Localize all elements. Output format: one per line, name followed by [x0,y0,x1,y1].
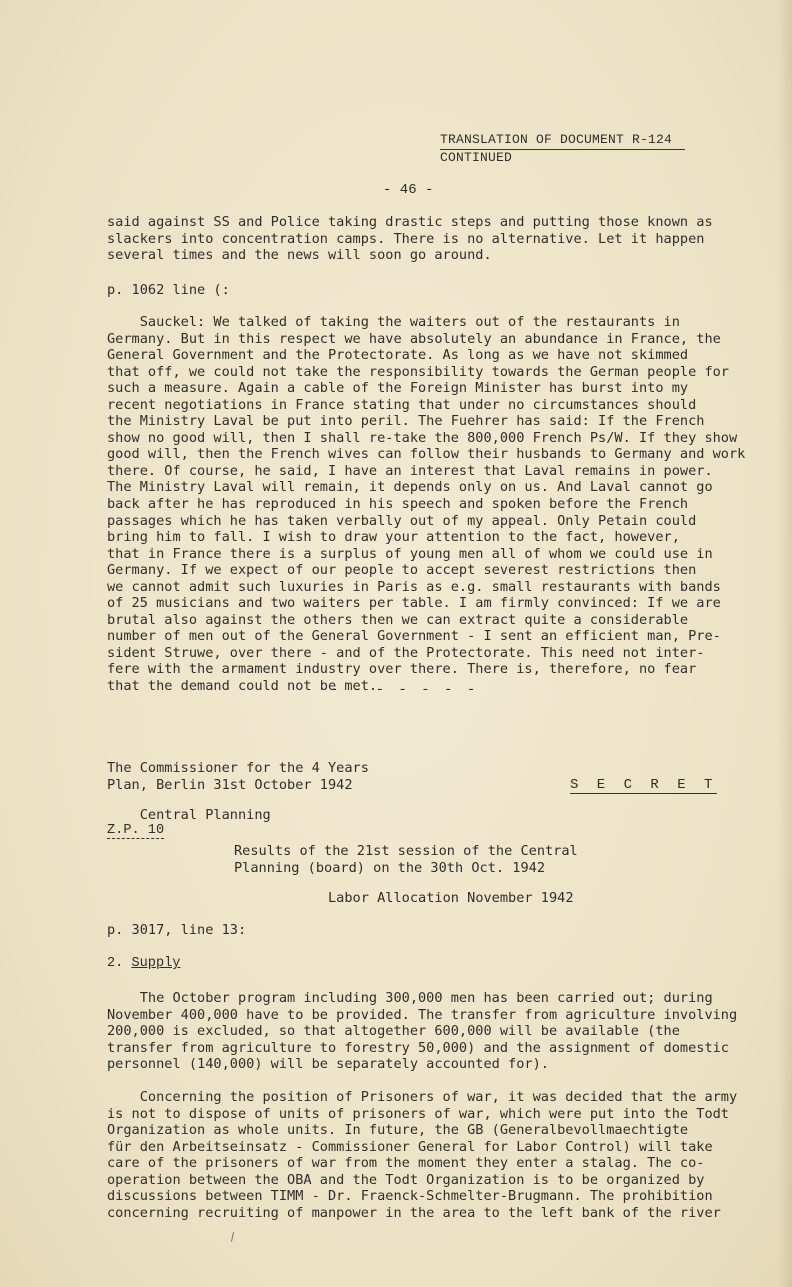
secret-stamp: S E C R E T [570,777,718,793]
line-reference-3017: p. 3017, line 13: [107,922,247,938]
paragraph-prisoners: Concerning the position of Prisoners of war, it was decided that the army is not to dispose of units of prisoners of war, which were put into the Todt Organization as whole units. In future, the GB (Generalbevollmaechtigte für den Arbeitseinsatz - Commissioner General for Labor Control) will take care of the prisoners of war from the moment they enter a stalag. The co- operation between the OBA and the Todt Organization is to be organized by discussions between TIMM - Dr. Fraenck-Schmelter-Brugmann. The prohibition concerning recruiting of manpower in the area to the left bank of the river [107,1089,738,1221]
supply-heading: 2. Supply [107,956,181,971]
central-planning-label: Central Planning [107,807,271,823]
pencil-mark [231,1232,235,1242]
paragraph-supply: The October program including 300,000 men has been carried out; during November 400,000 have to be provided. The transfer from agriculture involving 200,000 is excluded, so that altogether 600,000 will be available (the transfer from agriculture to forestry 50,000) and the assignment of domestic personnel (140,000) will be separately accounted for). [107,990,738,1073]
document-header [440,132,685,166]
commissioner-heading: The Commissioner for the 4 Years Plan, Berlin 31st October 1942 [107,760,369,793]
header-continued: CONTINUED [440,150,513,165]
paragraph-intro: said against SS and Police taking drastic steps and putting those known as slackers into concentration camps. There is no alternative. Let it happen several times and the news will soon go around. [107,214,713,264]
zp-reference: Z.P. 10 [107,823,165,838]
paragraph-sauckel: Sauckel: We talked of taking the waiters out of the restaurants in Germany. But in this respect we have absolutely an abundance in France, the General Government and the Protectorate. As long as we have not skimmed that off, we could not take the responsibility towards the German people for such a measure. Again a cable of the Foreign Minister has burst into my recent negotiations in France stating that under no circumstances should the Ministry Laval be put into peril. The Fuehrer has said: If the French show no good will, then I shall re-take the 800,000 French Ps/W. If they show good will, then the French wives can follow their husbands to Germany and work there. Of course, he said, I have an interest that Laval remains in power. The Ministry Laval will remain, it depends only on us. And Laval cannot go back after he has reproduced in his speech and spoken before the French passages which he has taken verbally out of my appeal. Only Petain could bring him to fall. I wish to draw your attention to the fact, however, that in France there is a surplus of young men all of whom we could use in Germany. If we expect of our people to accept severest restrictions then we cannot admit such luxuries in Paris as e.g. small restaurants with bands of 25 musicians and two waiters per table. I am firmly convinced: If we are brutal also against the others then we can extract quite a considerable number of men out of the General Government - I sent an efficient man, Pre- sident Struwe, over there - and of the Protectorate. This need not inter- fere with the armament industry over there. There is, therefore, no fear that the demand could not be met. [107,314,746,695]
page-number: - 46 - [383,182,434,198]
header-title: TRANSLATION OF DOCUMENT R-124 [440,132,685,150]
paper-edge-shadow [778,0,792,1287]
session-results: Results of the 21st session of the Central Planning (board) on the 30th Oct. 1942 [234,843,578,876]
section-separator: - - - - - - - [330,682,479,698]
line-reference-1062: p. 1062 line (: [107,282,230,298]
labor-allocation-heading: Labor Allocation November 1942 [328,890,574,906]
